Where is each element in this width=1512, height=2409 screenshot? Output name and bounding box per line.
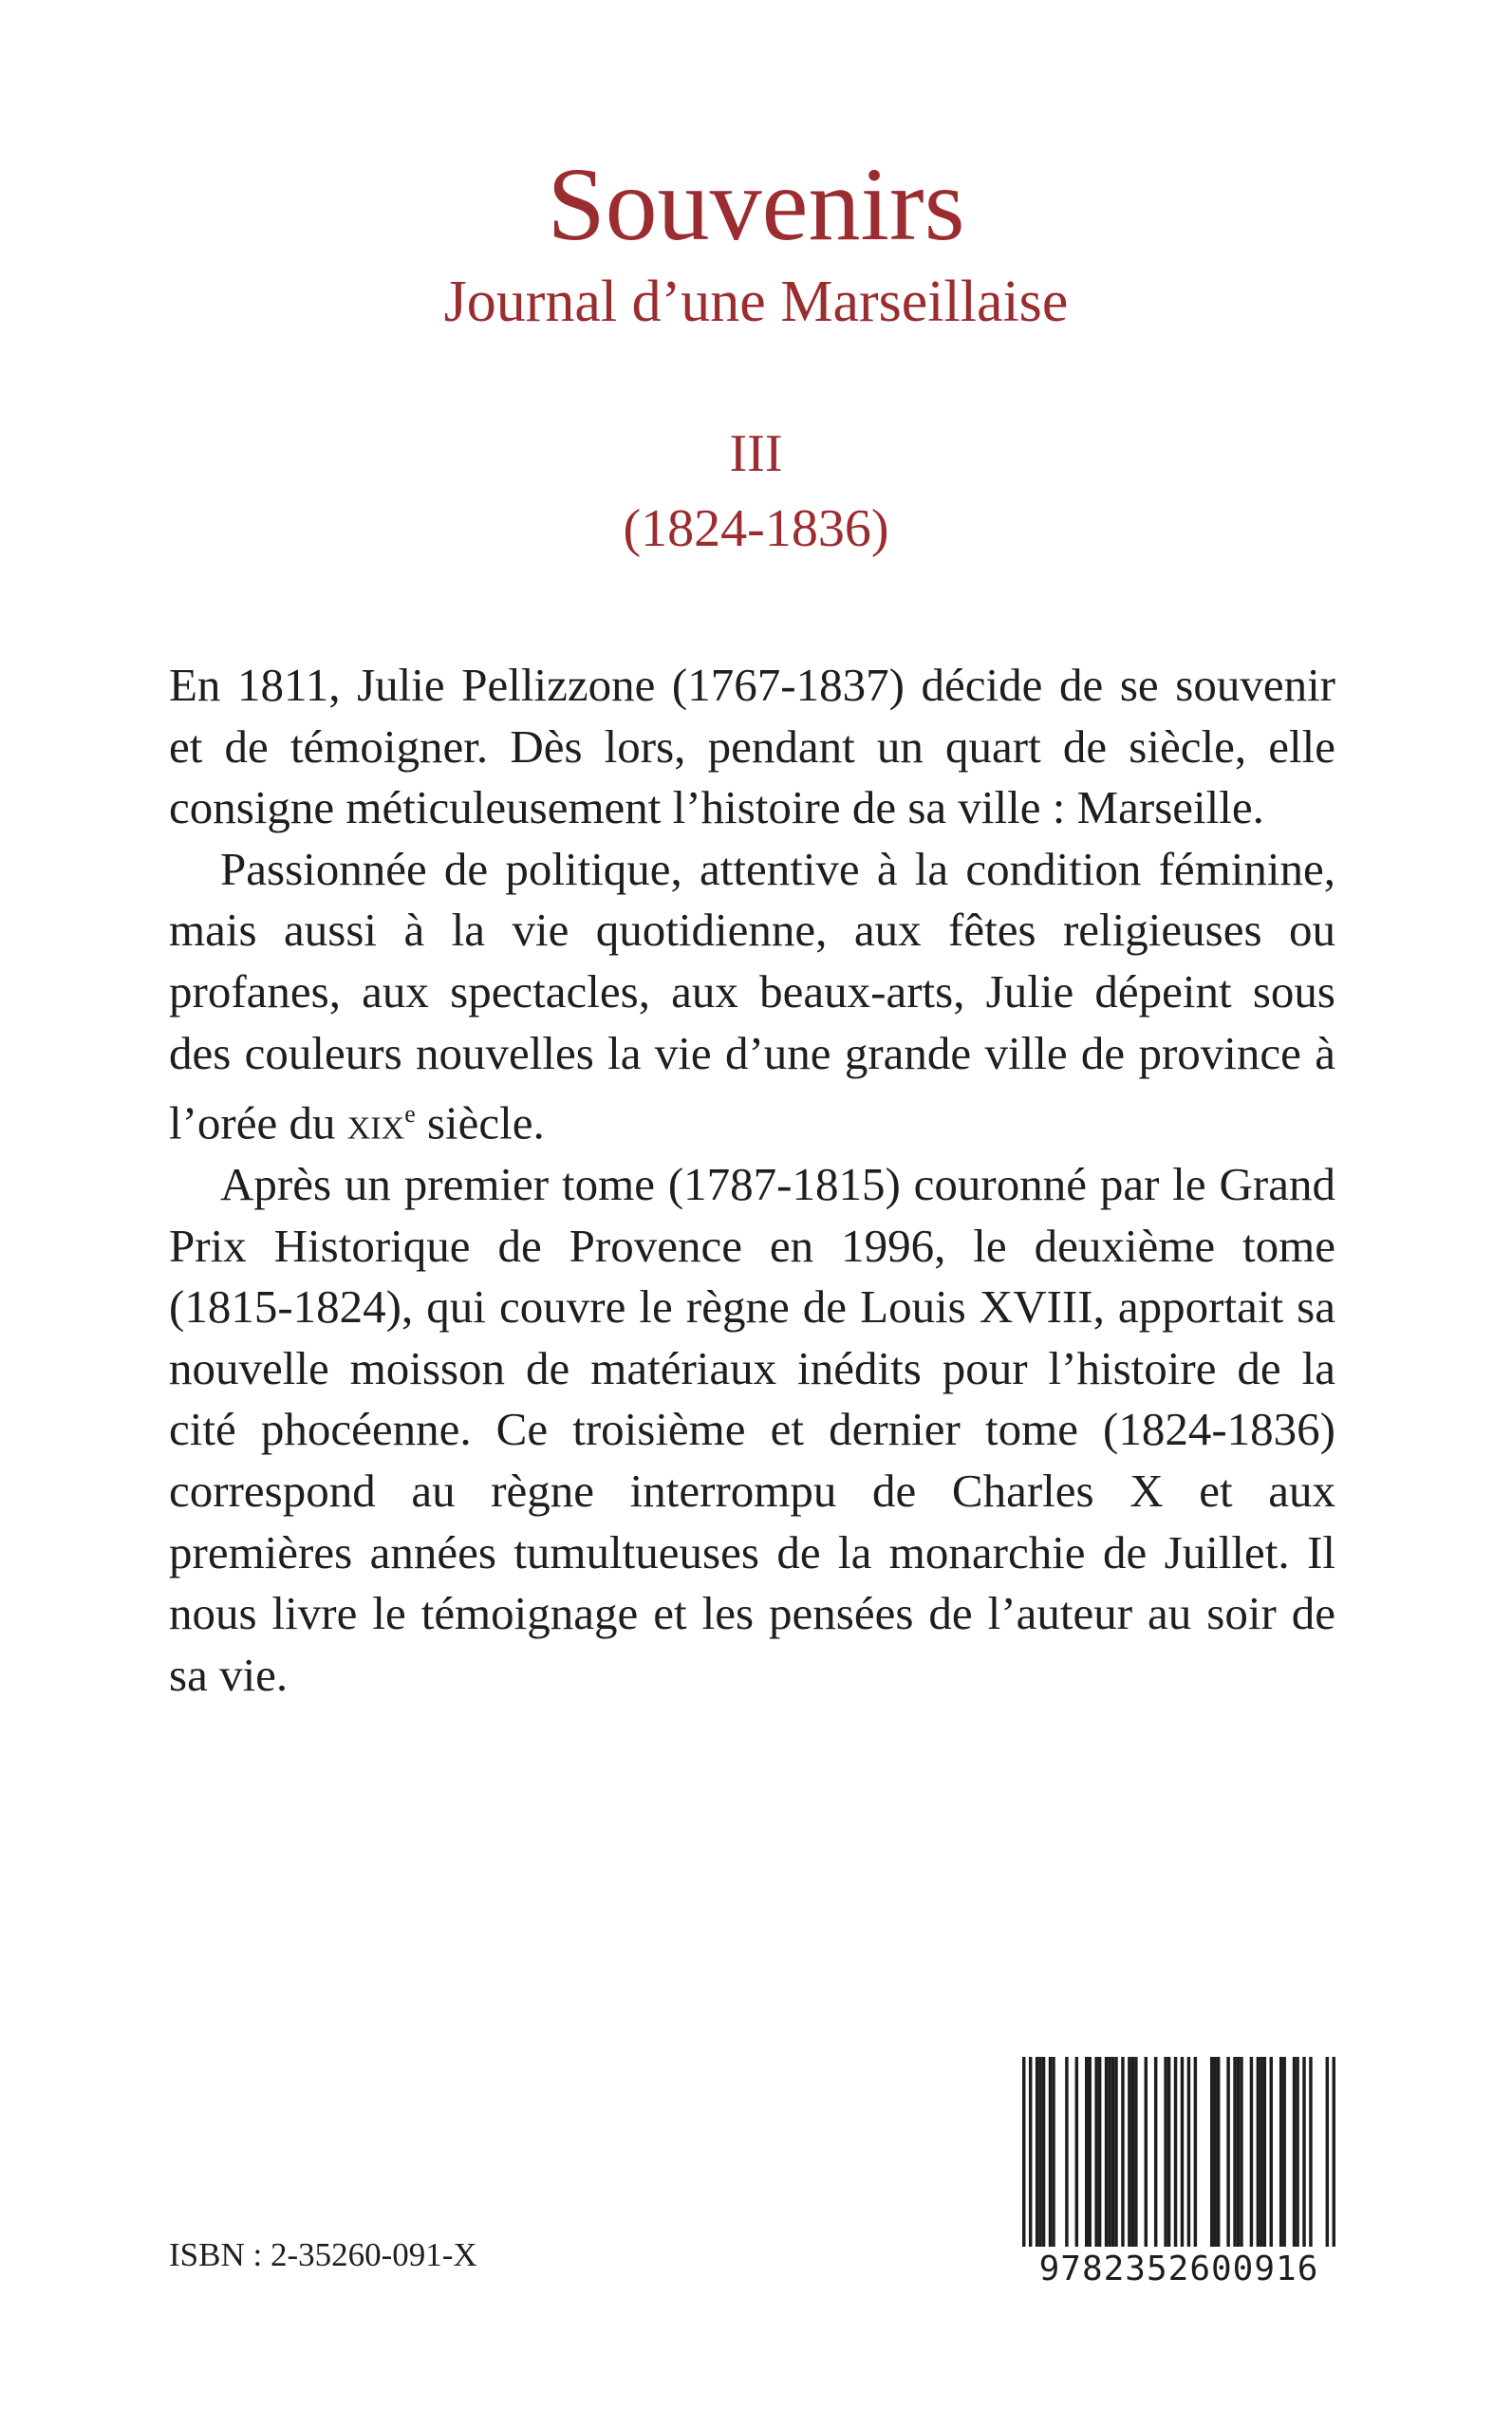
barcode-bar [1226,2057,1229,2247]
barcode-bar [1065,2057,1068,2247]
barcode-bar [1038,2057,1041,2247]
barcode-bar [1154,2057,1157,2247]
book-title: Souvenirs [547,146,965,262]
barcode-bar [1233,2057,1236,2247]
volume-years: (1824-1836) [623,499,889,558]
barcode-bar [1131,2057,1134,2247]
barcode-bar [1111,2057,1114,2247]
barcode-bar [1282,2057,1285,2247]
barcode-bar [1094,2057,1097,2247]
barcode-bar [1309,2057,1312,2247]
barcode [1022,2057,1335,2294]
barcode-bar [1049,2057,1052,2247]
barcode-bar [1333,2057,1335,2247]
barcode-bar [1167,2057,1170,2247]
barcode-bar [1042,2057,1045,2247]
blurb-paragraph-1: En 1811, Julie Pellizzone (1767-1837) décide de se souvenir et de témoigner. Dès lors, pendant un quart de siècle, elle consigne méticuleusement l’histoire de sa ville : Marseille. [169,659,1335,834]
barcode-bar [1029,2057,1032,2247]
barcode-bar [1293,2057,1296,2247]
barcode-bar [1088,2057,1091,2247]
barcode-bar [1085,2057,1088,2247]
barcode-bar [1263,2057,1266,2247]
barcode-bar [1240,2057,1242,2247]
barcode-bar [1121,2057,1124,2247]
barcode-bar [1296,2057,1298,2247]
barcode-bar [1302,2057,1305,2247]
barcode-bar [1279,2057,1282,2247]
barcode-bar [1134,2057,1137,2247]
barcode-bar [1257,2057,1260,2247]
barcode-bar [1105,2057,1108,2247]
barcode-bar [1145,2057,1148,2247]
barcode-bar [1270,2057,1273,2247]
barcode-bar [1210,2057,1213,2247]
barcode-bar [1237,2057,1240,2247]
isbn-label: ISBN : 2-35260-091-X [169,2236,477,2273]
barcode-bar [1174,2057,1177,2247]
book-subtitle: Journal d’une Marseillaise [443,270,1069,334]
barcode-bar [1098,2057,1101,2247]
barcode-bar [1164,2057,1167,2247]
barcode-bar [1194,2057,1197,2247]
barcode-bar [1187,2057,1190,2247]
barcode-bar [1022,2057,1025,2247]
century-superscript: e [404,1100,416,1129]
barcode-bar [1075,2057,1078,2247]
barcode-bar [1108,2057,1111,2247]
barcode-bar [1213,2057,1216,2247]
blurb-paragraph-2 [169,839,1335,1154]
blurb-paragraph-3: Après un premier tome (1787-1815) couronné par le Grand Prix Historique de Provence en 1996, le deuxième tome (1815-1824), qui couvre le règne de Louis XVIII, apportait sa nouvelle moisson de matériaux inédits pour l’histoire de la cité phocéenne. Ce troisième et dernier tome (1824-1836) correspond au règne interrompu de Charles X et aux premières années tumultueuses de la monarchie de Juillet. Il nous livre le témoignage et les pensées de l’auteur au soir de sa vie. [169,1158,1335,1701]
barcode-bar [1114,2057,1117,2247]
barcode-bar [1217,2057,1220,2247]
century-numeral: xix [346,1096,405,1149]
barcode-bar [1181,2057,1184,2247]
barcode-bar [1052,2057,1055,2247]
volume-number: III [729,424,783,483]
barcode-bar [1036,2057,1038,2247]
barcode-digits: 9782352600916 [1038,2250,1319,2288]
barcode-bar [1326,2057,1329,2247]
barcode-bars [1022,2057,1335,2247]
blurb-paragraph-2-end: siècle. [415,1096,545,1149]
back-cover-blurb [169,655,1335,1706]
barcode-bar [1260,2057,1262,2247]
barcode-bar [1250,2057,1253,2247]
blurb-paragraph-2-text: Passionnée de politique, attentive à la condition féminine, mais aussi à la vie quotidienne, aux fêtes religieuses ou profanes, aux spectacles, aux beaux-arts, Julie dépeint sous des couleurs nouvelles la vie d’une grande ville de province à l’orée du [169,842,1335,1149]
barcode-bar [1128,2057,1130,2247]
